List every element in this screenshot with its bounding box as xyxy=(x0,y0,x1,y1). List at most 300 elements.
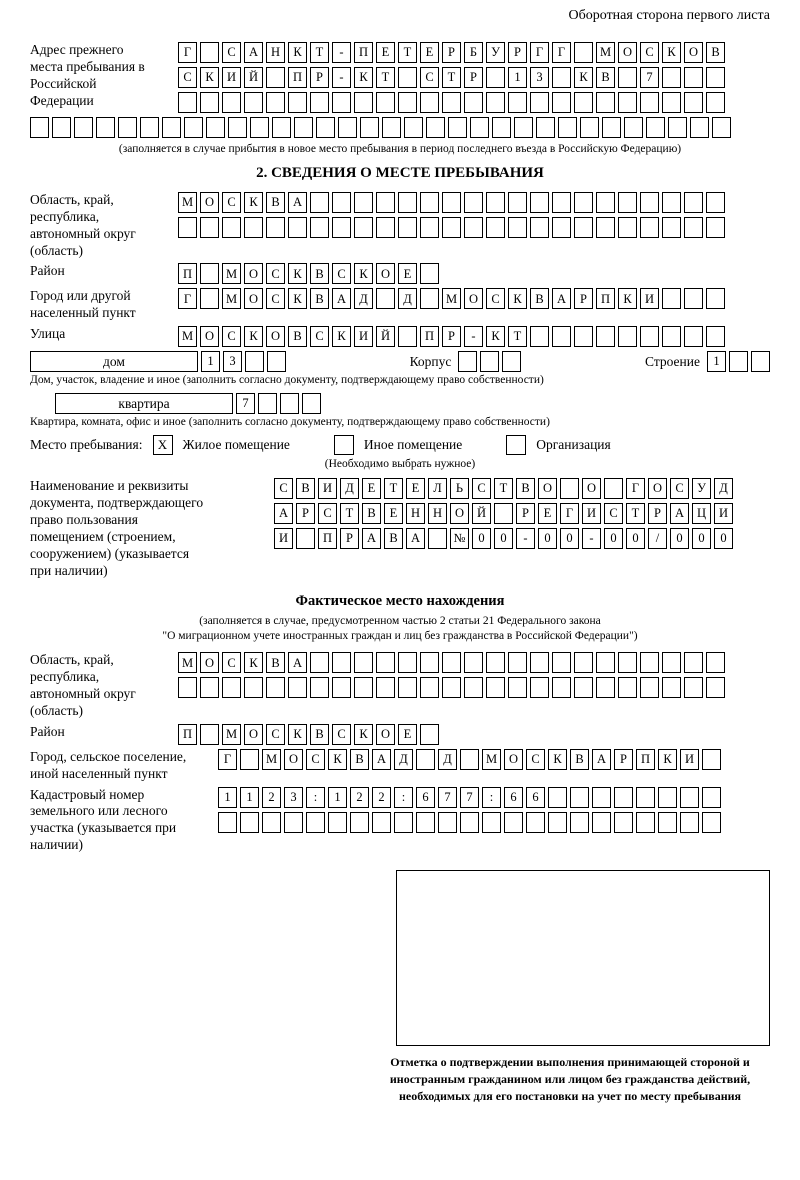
char-cell: А xyxy=(670,503,689,524)
char-cell: О xyxy=(200,326,219,347)
char-cell xyxy=(426,117,445,138)
char-cell xyxy=(200,677,219,698)
char-cell: П xyxy=(178,724,197,745)
section2-title: 2. СВЕДЕНИЯ О МЕСТЕ ПРЕБЫВАНИЯ xyxy=(256,164,544,181)
char-cell xyxy=(552,92,571,113)
char-cell xyxy=(658,787,677,808)
char-cell: Р xyxy=(508,42,527,63)
char-cell: Е xyxy=(420,42,439,63)
char-cell: О xyxy=(266,326,285,347)
char-cell: 0 xyxy=(494,528,513,549)
char-cell: В xyxy=(310,263,329,284)
char-cell: С xyxy=(420,67,439,88)
char-cell: Й xyxy=(472,503,491,524)
char-cell: 0 xyxy=(560,528,579,549)
char-cell: В xyxy=(296,478,315,499)
char-cell: М xyxy=(178,652,197,673)
char-cell xyxy=(530,326,549,347)
char-cell xyxy=(470,117,489,138)
char-cell: 3 xyxy=(223,351,242,372)
char-cell: С xyxy=(332,724,351,745)
char-grid-row xyxy=(178,326,725,347)
char-cell xyxy=(464,652,483,673)
char-cell: Т xyxy=(384,478,403,499)
char-cell: Д xyxy=(398,288,417,309)
char-cell: Н xyxy=(406,503,425,524)
char-cell xyxy=(684,677,703,698)
char-cell: Т xyxy=(626,503,645,524)
cadastre-grid xyxy=(218,787,721,833)
char-cell: К xyxy=(618,288,637,309)
char-cell xyxy=(486,192,505,213)
char-cell: К xyxy=(288,263,307,284)
char-cell: А xyxy=(592,749,611,770)
actual-location-note-line2: "О миграционном учете иностранных граждан и лиц без гражданства в Российской Федерации") xyxy=(162,630,638,643)
char-cell xyxy=(240,812,259,833)
char-cell xyxy=(486,652,505,673)
char-cell xyxy=(729,351,748,372)
char-cell xyxy=(508,217,527,238)
char-cell: В xyxy=(350,749,369,770)
char-cell xyxy=(618,217,637,238)
char-cell: : xyxy=(482,787,501,808)
char-cell: 2 xyxy=(350,787,369,808)
char-cell xyxy=(684,326,703,347)
char-cell xyxy=(706,326,725,347)
char-cell: О xyxy=(244,288,263,309)
char-cell: - xyxy=(516,528,535,549)
char-cell: П xyxy=(596,288,615,309)
char-cell: Д xyxy=(714,478,733,499)
char-cell xyxy=(310,192,329,213)
char-cell xyxy=(398,217,417,238)
char-cell xyxy=(398,67,417,88)
char-cell: С xyxy=(222,42,241,63)
cadastre-field xyxy=(30,787,770,855)
char-cell: О xyxy=(450,503,469,524)
char-cell xyxy=(398,677,417,698)
char-cell xyxy=(272,117,291,138)
char-cell: В xyxy=(288,326,307,347)
char-grid-row xyxy=(218,812,721,833)
char-cell xyxy=(178,217,197,238)
street-label: Улица xyxy=(30,326,66,342)
char-cell xyxy=(228,117,247,138)
char-cell: 6 xyxy=(526,787,545,808)
char-cell: К xyxy=(662,42,681,63)
char-grid-row xyxy=(218,787,721,808)
house-caption: Дом, участок, владение и иное (заполнить согласно документу, подтверждающему право собственности) xyxy=(30,374,544,387)
char-cell: И xyxy=(714,503,733,524)
char-cell xyxy=(258,393,277,414)
char-cell: : xyxy=(306,787,325,808)
char-cell xyxy=(376,652,395,673)
actual-city-field xyxy=(30,749,770,783)
char-cell xyxy=(580,117,599,138)
house-row xyxy=(30,351,770,372)
char-cell: Г xyxy=(218,749,237,770)
char-cell xyxy=(570,787,589,808)
char-cell: И xyxy=(274,528,293,549)
char-cell: 2 xyxy=(372,787,391,808)
char-grid-row xyxy=(178,724,439,745)
char-cell xyxy=(618,677,637,698)
char-cell: Р xyxy=(464,67,483,88)
city-label xyxy=(30,288,178,322)
char-cell: Е xyxy=(384,503,403,524)
char-cell: 0 xyxy=(714,528,733,549)
char-cell: А xyxy=(332,288,351,309)
char-cell: О xyxy=(464,288,483,309)
char-cell xyxy=(376,92,395,113)
char-cell: К xyxy=(658,749,677,770)
char-cell xyxy=(552,677,571,698)
char-cell: К xyxy=(486,326,505,347)
char-cell xyxy=(266,67,285,88)
char-cell: С xyxy=(222,326,241,347)
char-cell xyxy=(530,92,549,113)
char-cell: Т xyxy=(398,42,417,63)
char-cell xyxy=(222,217,241,238)
char-cell xyxy=(690,117,709,138)
char-cell xyxy=(376,288,395,309)
char-cell xyxy=(404,117,423,138)
stay-place-label: Место пребывания: xyxy=(30,437,143,453)
char-cell xyxy=(508,192,527,213)
char-cell: Р xyxy=(516,503,535,524)
char-cell: М xyxy=(222,288,241,309)
char-cell xyxy=(662,192,681,213)
char-cell xyxy=(382,117,401,138)
char-cell xyxy=(416,812,435,833)
char-cell: О xyxy=(376,263,395,284)
char-cell xyxy=(302,393,321,414)
char-cell xyxy=(668,117,687,138)
char-cell xyxy=(684,652,703,673)
char-cell xyxy=(508,677,527,698)
prev-address-note: (заполняется в случае прибытия в новое место пребывания в период последнего въезда в Российскую Федерацию) xyxy=(118,143,682,155)
char-cell xyxy=(464,217,483,238)
char-cell xyxy=(552,326,571,347)
char-cell: С xyxy=(266,724,285,745)
apartment-box: квартира xyxy=(55,393,233,414)
actual-region-label xyxy=(30,652,178,720)
char-cell xyxy=(658,812,677,833)
char-cell xyxy=(96,117,115,138)
char-cell: С xyxy=(222,652,241,673)
char-cell: М xyxy=(178,192,197,213)
char-cell xyxy=(372,812,391,833)
char-cell: А xyxy=(406,528,425,549)
char-cell xyxy=(662,92,681,113)
char-cell: А xyxy=(288,652,307,673)
char-cell xyxy=(480,351,499,372)
char-grid-row xyxy=(178,42,725,63)
char-cell: С xyxy=(274,478,293,499)
char-cell xyxy=(222,92,241,113)
char-cell xyxy=(262,812,281,833)
char-cell: П xyxy=(636,749,655,770)
char-cell xyxy=(354,92,373,113)
char-cell: 3 xyxy=(530,67,549,88)
char-cell: - xyxy=(582,528,601,549)
char-cell: С xyxy=(472,478,491,499)
char-cell xyxy=(294,117,313,138)
char-cell: В xyxy=(310,724,329,745)
document-grid xyxy=(274,478,733,549)
char-cell xyxy=(636,787,655,808)
char-cell xyxy=(680,812,699,833)
char-cell xyxy=(618,192,637,213)
actual-region-grid xyxy=(178,652,725,698)
char-cell: А xyxy=(274,503,293,524)
checkbox-other-premises xyxy=(334,435,354,455)
char-cell xyxy=(684,67,703,88)
char-cell xyxy=(460,749,479,770)
region-field xyxy=(30,192,770,260)
char-cell: Р xyxy=(648,503,667,524)
char-cell xyxy=(310,652,329,673)
char-cell: И xyxy=(222,67,241,88)
char-cell: К xyxy=(288,724,307,745)
char-cell xyxy=(332,92,351,113)
char-cell: Д xyxy=(354,288,373,309)
char-cell: Й xyxy=(376,326,395,347)
char-cell xyxy=(624,117,643,138)
char-cell: Р xyxy=(614,749,633,770)
char-cell xyxy=(646,117,665,138)
char-cell: Т xyxy=(340,503,359,524)
char-cell: - xyxy=(464,326,483,347)
char-cell: О xyxy=(244,724,263,745)
char-grid-row xyxy=(218,749,721,770)
char-cell xyxy=(662,652,681,673)
char-grid-row xyxy=(178,92,725,113)
char-cell: В xyxy=(706,42,725,63)
char-cell xyxy=(706,652,725,673)
checkbox-residential: X xyxy=(153,435,173,455)
char-cell: Й xyxy=(244,67,263,88)
char-cell xyxy=(200,724,219,745)
char-cell: М xyxy=(222,724,241,745)
char-cell xyxy=(428,528,447,549)
house-box: дом xyxy=(30,351,198,372)
actual-region-field xyxy=(30,652,770,720)
char-cell: М xyxy=(262,749,281,770)
char-cell xyxy=(706,92,725,113)
char-cell: 7 xyxy=(438,787,457,808)
char-cell xyxy=(460,812,479,833)
char-cell: 3 xyxy=(284,787,303,808)
char-cell: А xyxy=(244,42,263,63)
char-cell xyxy=(178,92,197,113)
char-cell: Д xyxy=(438,749,457,770)
char-cell: К xyxy=(548,749,567,770)
char-cell xyxy=(332,652,351,673)
char-cell xyxy=(684,92,703,113)
house-number-cells xyxy=(201,351,286,372)
char-cell xyxy=(178,677,197,698)
char-cell xyxy=(310,677,329,698)
char-cell: М xyxy=(596,42,615,63)
char-cell: С xyxy=(222,192,241,213)
char-cell xyxy=(284,812,303,833)
char-cell: О xyxy=(244,263,263,284)
char-cell: К xyxy=(288,288,307,309)
char-cell xyxy=(162,117,181,138)
char-cell: А xyxy=(372,749,391,770)
char-cell xyxy=(420,92,439,113)
char-cell xyxy=(751,351,770,372)
char-cell xyxy=(30,117,49,138)
char-cell xyxy=(486,217,505,238)
confirmation-stamp-note: Отметка о подтверждении выполнения принимающей стороной и иностранным гражданином или лицом без гражданства действий, необходимых для его постановки на учет по месту пребывания xyxy=(389,1055,751,1103)
char-cell: - xyxy=(332,42,351,63)
char-cell xyxy=(702,749,721,770)
char-grid-row xyxy=(178,288,725,309)
char-cell: К xyxy=(200,67,219,88)
char-cell xyxy=(350,812,369,833)
char-cell xyxy=(508,652,527,673)
char-cell xyxy=(640,677,659,698)
char-cell: 7 xyxy=(460,787,479,808)
char-cell: К xyxy=(328,749,347,770)
char-cell: О xyxy=(618,42,637,63)
char-cell: 7 xyxy=(640,67,659,88)
char-cell: К xyxy=(354,67,373,88)
char-cell: Н xyxy=(428,503,447,524)
city-label-text: Город или другой населенный пункт xyxy=(30,288,136,321)
char-cell xyxy=(640,192,659,213)
char-cell xyxy=(530,192,549,213)
char-cell xyxy=(574,677,593,698)
char-cell xyxy=(306,812,325,833)
char-cell: А xyxy=(362,528,381,549)
char-cell xyxy=(244,677,263,698)
char-cell: К xyxy=(574,67,593,88)
region-grid xyxy=(178,192,725,238)
char-cell: В xyxy=(266,192,285,213)
char-cell xyxy=(442,652,461,673)
char-cell xyxy=(574,652,593,673)
char-cell: 1 xyxy=(707,351,726,372)
document-label xyxy=(30,478,274,579)
char-cell: Л xyxy=(428,478,447,499)
char-cell: А xyxy=(288,192,307,213)
char-cell: 1 xyxy=(218,787,237,808)
char-cell: Г xyxy=(626,478,645,499)
char-cell xyxy=(662,677,681,698)
char-cell xyxy=(706,288,725,309)
char-cell: Р xyxy=(340,528,359,549)
char-cell: И xyxy=(680,749,699,770)
char-cell: С xyxy=(640,42,659,63)
cadastre-label-text: Кадастровый номер земельного или лесного участка (указывается при наличии) xyxy=(30,786,177,853)
char-cell xyxy=(552,192,571,213)
prev-address-grid xyxy=(178,42,725,113)
char-cell xyxy=(200,92,219,113)
char-cell xyxy=(332,217,351,238)
char-cell: С xyxy=(486,288,505,309)
char-cell xyxy=(328,812,347,833)
char-cell xyxy=(332,677,351,698)
char-cell xyxy=(420,652,439,673)
char-cell xyxy=(266,217,285,238)
char-cell xyxy=(376,677,395,698)
char-cell: М xyxy=(442,288,461,309)
char-cell: Т xyxy=(310,42,329,63)
char-cell xyxy=(280,393,299,414)
char-cell: У xyxy=(692,478,711,499)
char-cell: С xyxy=(332,263,351,284)
char-cell: К xyxy=(244,192,263,213)
char-cell xyxy=(354,677,373,698)
char-cell: Т xyxy=(508,326,527,347)
char-cell: Г xyxy=(178,288,197,309)
char-cell xyxy=(552,217,571,238)
char-cell xyxy=(706,217,725,238)
char-cell: Е xyxy=(398,263,417,284)
char-cell xyxy=(662,288,681,309)
char-cell xyxy=(552,652,571,673)
char-cell: В xyxy=(266,652,285,673)
char-cell xyxy=(394,812,413,833)
actual-location-note-line1: (заполняется в случае, предусмотренном частью 2 статьи 21 Федерального закона xyxy=(199,615,601,628)
prev-address-field xyxy=(30,42,770,113)
char-grid-row-full xyxy=(30,117,770,138)
char-cell xyxy=(596,326,615,347)
actual-city-label xyxy=(30,749,218,783)
char-cell: С xyxy=(670,478,689,499)
char-cell: Г xyxy=(178,42,197,63)
char-cell: Ц xyxy=(692,503,711,524)
char-cell: И xyxy=(582,503,601,524)
char-cell xyxy=(618,67,637,88)
char-cell xyxy=(266,92,285,113)
char-cell xyxy=(200,288,219,309)
char-cell: Е xyxy=(406,478,425,499)
char-cell: К xyxy=(288,42,307,63)
char-cell xyxy=(702,812,721,833)
char-cell: 2 xyxy=(262,787,281,808)
prev-address-label-text: Адрес прежнего места пребывания в Российской Федерации xyxy=(30,42,145,108)
char-cell xyxy=(502,351,521,372)
char-cell xyxy=(184,117,203,138)
actual-district-field xyxy=(30,724,770,745)
char-cell xyxy=(530,652,549,673)
char-cell: Р xyxy=(442,326,461,347)
char-cell xyxy=(266,677,285,698)
char-cell xyxy=(448,117,467,138)
char-cell xyxy=(596,652,615,673)
district-field xyxy=(30,263,770,284)
char-cell xyxy=(316,117,335,138)
char-cell xyxy=(354,217,373,238)
char-cell xyxy=(492,117,511,138)
char-cell xyxy=(200,42,219,63)
char-cell xyxy=(222,677,241,698)
char-cell: 0 xyxy=(626,528,645,549)
char-cell: П xyxy=(178,263,197,284)
char-cell: 1 xyxy=(508,67,527,88)
char-cell xyxy=(560,478,579,499)
char-cell xyxy=(398,326,417,347)
char-cell xyxy=(508,92,527,113)
char-cell xyxy=(640,326,659,347)
char-cell: М xyxy=(482,749,501,770)
char-cell xyxy=(552,67,571,88)
char-cell: О xyxy=(582,478,601,499)
